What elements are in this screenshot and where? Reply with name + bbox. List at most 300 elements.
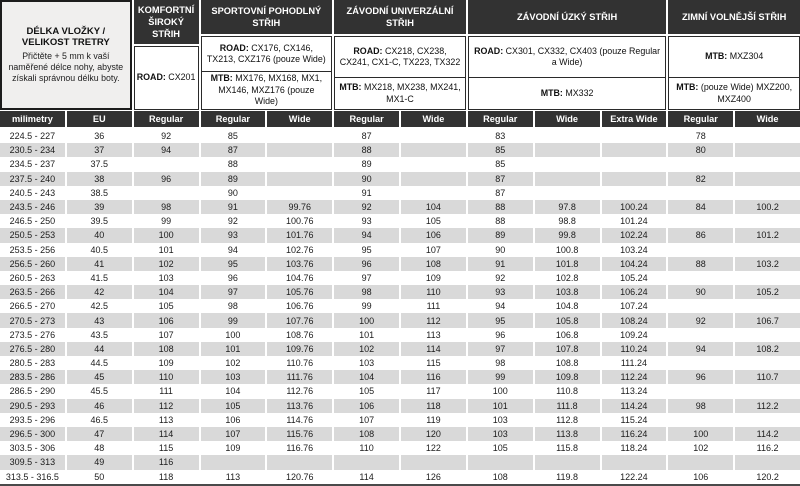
table-cell: 90 — [668, 285, 733, 299]
table-cell: 126 — [401, 470, 466, 484]
table-cell: 85 — [468, 157, 533, 171]
table-cell: 266.5 - 270 — [0, 299, 65, 313]
table-cell — [602, 172, 667, 186]
table-cell: 106 — [201, 413, 266, 427]
table-cell: 110.8 — [535, 384, 600, 398]
table-cell: 45 — [67, 370, 132, 384]
table-cell — [401, 129, 466, 143]
table-cell — [602, 143, 667, 157]
table-cell: 95 — [201, 257, 266, 271]
group-title: ZÁVODNÍ UNIVERZÁLNÍ STŘIH — [334, 0, 466, 34]
table-cell: 109.8 — [535, 370, 600, 384]
table-cell: 103 — [468, 413, 533, 427]
table-cell: 108.24 — [602, 313, 667, 327]
table-cell — [668, 384, 733, 398]
table-cell: 107 — [201, 427, 266, 441]
table-cell: 92 — [468, 271, 533, 285]
table-cell: 105 — [334, 384, 399, 398]
table-cell: 50 — [67, 470, 132, 484]
table-cell: 108 — [334, 427, 399, 441]
table-cell: 88 — [668, 257, 733, 271]
table-cell: 87 — [201, 143, 266, 157]
table-cell — [468, 455, 533, 469]
table-cell: 111.76 — [267, 370, 332, 384]
table-cell: 116.24 — [602, 427, 667, 441]
table-cell — [201, 455, 266, 469]
table-cell: 111.24 — [602, 356, 667, 370]
table-cell: 97.8 — [535, 200, 600, 214]
table-cell: 309.5 - 313 — [0, 455, 65, 469]
table-cell: 103.76 — [267, 257, 332, 271]
table-cell: 85 — [201, 129, 266, 143]
table-cell: 90 — [201, 186, 266, 200]
table-cell: 113.24 — [602, 384, 667, 398]
group-models — [201, 36, 333, 110]
column-header-cell: Wide — [267, 111, 332, 127]
table-cell: 99 — [134, 214, 199, 228]
table-cell — [735, 143, 800, 157]
table-cell: 44 — [67, 342, 132, 356]
model-list: MTB: MXZ304 — [705, 51, 764, 62]
table-cell — [334, 455, 399, 469]
table-cell: 109.24 — [602, 328, 667, 342]
table-cell: 110 — [401, 285, 466, 299]
table-cell: 103.24 — [602, 243, 667, 257]
table-cell — [401, 157, 466, 171]
group-block — [334, 0, 466, 110]
column-header-row — [0, 111, 800, 127]
table-cell: 89 — [468, 228, 533, 242]
table-cell: 87 — [334, 129, 399, 143]
table-cell — [535, 455, 600, 469]
table-cell: 92 — [334, 200, 399, 214]
table-cell: 98 — [334, 285, 399, 299]
table-cell: 106.76 — [267, 299, 332, 313]
table-cell — [735, 186, 800, 200]
table-cell: 43 — [67, 313, 132, 327]
table-cell — [735, 356, 800, 370]
table-cell: 94 — [668, 342, 733, 356]
table-cell — [668, 214, 733, 228]
table-cell: 93 — [201, 228, 266, 242]
table-cell: 234.5 - 237 — [0, 157, 65, 171]
table-cell: 243.5 - 246 — [0, 200, 65, 214]
table-row — [0, 285, 800, 299]
table-cell: 106.24 — [602, 285, 667, 299]
group-title: ZÁVODNÍ ÚZKÝ STŘIH — [468, 0, 667, 34]
table-cell: 103 — [468, 427, 533, 441]
table-cell: 110.24 — [602, 342, 667, 356]
table-cell: 98.8 — [535, 214, 600, 228]
table-cell: 80 — [668, 143, 733, 157]
table-cell: 313.5 - 316.5 — [0, 470, 65, 484]
chart-header — [0, 0, 800, 110]
table-cell: 104 — [401, 200, 466, 214]
table-cell: 107 — [134, 328, 199, 342]
table-cell: 104 — [334, 370, 399, 384]
table-cell — [134, 186, 199, 200]
table-row — [0, 299, 800, 313]
table-cell: 103.8 — [535, 285, 600, 299]
group-block — [668, 0, 800, 110]
model-category-label: ROAD: — [219, 42, 252, 53]
table-cell: 116 — [134, 455, 199, 469]
column-header-cell: EU — [67, 111, 132, 127]
table-cell: 109 — [134, 356, 199, 370]
table-cell: 114 — [401, 342, 466, 356]
table-cell: 280.5 - 283 — [0, 356, 65, 370]
table-cell: 105.76 — [267, 285, 332, 299]
table-cell: 102 — [134, 257, 199, 271]
model-list: MTB: MX218, MX238, MX241, MX1-C — [335, 77, 465, 109]
table-cell: 110 — [134, 370, 199, 384]
table-row — [0, 214, 800, 228]
table-cell: 97 — [201, 285, 266, 299]
table-cell — [602, 186, 667, 200]
model-category-label: MTB: — [540, 87, 566, 98]
table-cell: 38.5 — [67, 186, 132, 200]
table-cell: 113 — [201, 470, 266, 484]
table-row — [0, 271, 800, 285]
table-cell: 112.24 — [602, 370, 667, 384]
table-cell: 42 — [67, 285, 132, 299]
table-cell: 89 — [334, 157, 399, 171]
table-cell: 107 — [401, 243, 466, 257]
table-cell: 101.8 — [535, 257, 600, 271]
table-cell — [735, 172, 800, 186]
table-cell — [735, 328, 800, 342]
table-cell — [267, 172, 332, 186]
table-cell — [668, 413, 733, 427]
table-cell: 114.24 — [602, 399, 667, 413]
table-row — [0, 356, 800, 370]
table-cell — [535, 172, 600, 186]
table-cell — [535, 157, 600, 171]
table-cell: 115 — [401, 356, 466, 370]
table-cell: 87 — [468, 186, 533, 200]
table-cell: 94 — [134, 143, 199, 157]
table-cell: 122 — [401, 441, 466, 455]
model-category-label: ROAD: — [474, 45, 506, 56]
table-cell: 113.76 — [267, 399, 332, 413]
table-cell — [668, 186, 733, 200]
table-cell: 88 — [468, 214, 533, 228]
table-cell: 95 — [468, 313, 533, 327]
table-cell — [735, 243, 800, 257]
table-cell — [401, 186, 466, 200]
table-cell: 112.2 — [735, 399, 800, 413]
model-list: ROAD: CX301, CX332, CX403 (pouze Regular a Wide) — [474, 45, 661, 68]
table-cell: 120.76 — [267, 470, 332, 484]
table-cell — [668, 356, 733, 370]
table-cell: 102.76 — [267, 243, 332, 257]
column-header-cell: Regular — [134, 111, 199, 127]
table-cell: 103 — [334, 356, 399, 370]
table-cell: 116.2 — [735, 441, 800, 455]
table-cell: 101 — [201, 342, 266, 356]
chart-subtitle: Přičtěte + 5 mm k vaší naměřené délce nohy, abyste získali správnou délku boty. — [8, 51, 124, 83]
table-row — [0, 172, 800, 186]
table-cell: 107.8 — [535, 342, 600, 356]
table-row — [0, 455, 800, 469]
table-cell — [602, 129, 667, 143]
table-cell: 108 — [468, 470, 533, 484]
table-cell: 97 — [334, 271, 399, 285]
info-box — [0, 0, 132, 110]
model-category-label: ROAD: — [353, 45, 385, 56]
group-models — [334, 36, 466, 110]
table-cell: 97 — [468, 342, 533, 356]
table-cell: 293.5 - 296 — [0, 413, 65, 427]
table-cell: 98 — [668, 399, 733, 413]
table-cell: 122.24 — [602, 470, 667, 484]
group-title: KOMFORTNÍ ŠIROKÝ STŘIH — [134, 0, 199, 44]
table-cell: 276.5 - 280 — [0, 342, 65, 356]
table-cell: 101 — [134, 243, 199, 257]
table-cell: 115.76 — [267, 427, 332, 441]
table-cell: 101 — [334, 328, 399, 342]
table-cell: 110 — [334, 441, 399, 455]
table-cell: 114.76 — [267, 413, 332, 427]
table-cell: 100 — [334, 313, 399, 327]
table-cell: 114 — [334, 470, 399, 484]
table-cell: 263.5 - 266 — [0, 285, 65, 299]
table-cell — [267, 129, 332, 143]
column-header-cell: Regular — [468, 111, 533, 127]
table-cell: 102 — [201, 356, 266, 370]
table-cell: 100 — [668, 427, 733, 441]
table-cell: 96 — [334, 257, 399, 271]
table-cell: 106 — [668, 470, 733, 484]
table-cell: 112.76 — [267, 384, 332, 398]
table-cell: 250.5 - 253 — [0, 228, 65, 242]
table-cell: 108.2 — [735, 342, 800, 356]
table-cell: 108 — [401, 257, 466, 271]
table-cell — [535, 129, 600, 143]
table-row — [0, 328, 800, 342]
group-block — [201, 0, 333, 110]
table-cell: 105.8 — [535, 313, 600, 327]
table-cell: 99 — [468, 370, 533, 384]
table-row — [0, 143, 800, 157]
table-cell: 92 — [134, 129, 199, 143]
table-cell: 96 — [134, 172, 199, 186]
table-cell: 118 — [134, 470, 199, 484]
table-cell: 108.76 — [267, 328, 332, 342]
table-cell: 83 — [468, 129, 533, 143]
column-header-cell: Wide — [535, 111, 600, 127]
table-cell: 91 — [468, 257, 533, 271]
table-cell — [602, 157, 667, 171]
table-cell — [602, 455, 667, 469]
table-cell — [668, 328, 733, 342]
table-row — [0, 313, 800, 327]
table-cell: 90 — [468, 243, 533, 257]
model-list: ROAD: CX201 — [136, 72, 196, 83]
table-cell: 105.2 — [735, 285, 800, 299]
table-cell: 106 — [334, 399, 399, 413]
table-cell: 104 — [201, 384, 266, 398]
model-category-label: MTB: — [210, 73, 236, 84]
table-cell — [735, 271, 800, 285]
table-cell: 113.8 — [535, 427, 600, 441]
table-cell — [735, 384, 800, 398]
table-cell — [668, 299, 733, 313]
table-cell: 96 — [468, 328, 533, 342]
table-cell: 240.5 - 243 — [0, 186, 65, 200]
table-cell: 107.76 — [267, 313, 332, 327]
table-cell: 39 — [67, 200, 132, 214]
table-cell: 38 — [67, 172, 132, 186]
table-cell: 45.5 — [67, 384, 132, 398]
table-cell: 117 — [401, 384, 466, 398]
table-cell: 43.5 — [67, 328, 132, 342]
table-cell: 106.7 — [735, 313, 800, 327]
table-cell: 119.8 — [535, 470, 600, 484]
table-cell: 101.24 — [602, 214, 667, 228]
table-cell: 118.24 — [602, 441, 667, 455]
table-cell: 112 — [401, 313, 466, 327]
table-cell: 100 — [134, 228, 199, 242]
table-cell: 103.2 — [735, 257, 800, 271]
table-cell — [668, 271, 733, 285]
group-models — [668, 36, 800, 110]
group-models — [134, 46, 199, 110]
table-cell: 120.2 — [735, 470, 800, 484]
table-cell: 111 — [401, 299, 466, 313]
table-cell: 99 — [334, 299, 399, 313]
table-cell: 96 — [201, 271, 266, 285]
table-cell: 253.5 - 256 — [0, 243, 65, 257]
table-row — [0, 157, 800, 171]
table-row — [0, 413, 800, 427]
table-cell: 102.24 — [602, 228, 667, 242]
table-cell: 96 — [668, 370, 733, 384]
table-cell: 109 — [401, 271, 466, 285]
table-cell: 101.2 — [735, 228, 800, 242]
chart-title: DÉLKA VLOŽKY / VELIKOST TRETRY — [21, 26, 110, 49]
table-cell: 98 — [468, 356, 533, 370]
table-cell: 46 — [67, 399, 132, 413]
table-row — [0, 399, 800, 413]
table-cell: 105 — [401, 214, 466, 228]
table-cell: 256.5 - 260 — [0, 257, 65, 271]
table-cell — [134, 157, 199, 171]
table-cell: 230.5 - 234 — [0, 143, 65, 157]
group-models — [468, 36, 667, 110]
table-cell: 95 — [334, 243, 399, 257]
table-cell: 89 — [201, 172, 266, 186]
table-cell: 100 — [201, 328, 266, 342]
table-row — [0, 186, 800, 200]
table-cell: 114 — [134, 427, 199, 441]
table-cell: 44.5 — [67, 356, 132, 370]
table-cell: 118 — [401, 399, 466, 413]
model-category-label: ROAD: — [136, 72, 169, 83]
table-row — [0, 129, 800, 143]
table-cell — [267, 157, 332, 171]
table-cell: 115 — [134, 441, 199, 455]
table-row — [0, 228, 800, 242]
table-cell: 105 — [134, 299, 199, 313]
table-row — [0, 200, 800, 214]
table-cell: 42.5 — [67, 299, 132, 313]
table-cell: 115.24 — [602, 413, 667, 427]
table-cell: 93 — [468, 285, 533, 299]
table-cell — [735, 413, 800, 427]
table-row — [0, 342, 800, 356]
model-category-label: MTB: — [676, 82, 701, 93]
table-cell — [735, 157, 800, 171]
table-cell: 110.76 — [267, 356, 332, 370]
table-cell: 99.8 — [535, 228, 600, 242]
table-cell: 100 — [468, 384, 533, 398]
table-cell: 87 — [468, 172, 533, 186]
table-row — [0, 257, 800, 271]
table-cell: 102.8 — [535, 271, 600, 285]
table-cell: 111.8 — [535, 399, 600, 413]
table-cell: 115.8 — [535, 441, 600, 455]
table-cell: 112 — [134, 399, 199, 413]
table-cell: 113 — [134, 413, 199, 427]
group-block — [468, 0, 667, 110]
table-cell — [401, 172, 466, 186]
table-cell: 100.8 — [535, 243, 600, 257]
table-cell: 106 — [401, 228, 466, 242]
table-cell: 102 — [334, 342, 399, 356]
model-category-label: MTB: — [705, 51, 730, 62]
table-cell — [668, 243, 733, 257]
table-cell: 92 — [668, 313, 733, 327]
table-cell — [668, 157, 733, 171]
model-list: MTB: MX332 — [469, 77, 666, 109]
table-cell: 109 — [201, 441, 266, 455]
table-cell: 86 — [668, 228, 733, 242]
table-cell: 104.8 — [535, 299, 600, 313]
model-list: ROAD: CX218, CX238, CX241, CX1-C, TX223, TX322 — [339, 45, 461, 68]
table-cell: 37 — [67, 143, 132, 157]
table-cell: 47 — [67, 427, 132, 441]
group-title: SPORTOVNÍ POHODLNÝ STŘIH — [201, 0, 333, 34]
table-cell: 246.5 - 250 — [0, 214, 65, 228]
table-cell: 94 — [201, 243, 266, 257]
table-cell: 110.7 — [735, 370, 800, 384]
table-cell: 99.76 — [267, 200, 332, 214]
model-list: MTB: MX176, MX168, MX1, MX146, MXZ176 (pouze Wide) — [202, 71, 332, 109]
model-list: ROAD: CX176, CX146, TX213, CXZ176 (pouze Wide) — [206, 42, 326, 65]
table-cell: 40.5 — [67, 243, 132, 257]
table-cell: 105 — [201, 399, 266, 413]
column-header-cell: Wide — [735, 111, 800, 127]
table-cell: 104 — [134, 285, 199, 299]
column-header-cell: milimetry — [0, 111, 65, 127]
table-row — [0, 441, 800, 455]
table-cell: 49 — [67, 455, 132, 469]
group-title: ZIMNÍ VOLNĚJŠÍ STŘIH — [668, 0, 800, 34]
table-cell: 107 — [334, 413, 399, 427]
table-cell: 286.5 - 290 — [0, 384, 65, 398]
table-cell: 78 — [668, 129, 733, 143]
table-cell: 104.76 — [267, 271, 332, 285]
table-cell: 260.5 - 263 — [0, 271, 65, 285]
table-cell: 41 — [67, 257, 132, 271]
table-row — [0, 243, 800, 257]
table-cell — [401, 143, 466, 157]
table-cell: 105 — [468, 441, 533, 455]
table-cell: 100.76 — [267, 214, 332, 228]
table-cell — [735, 299, 800, 313]
table-cell: 290.5 - 293 — [0, 399, 65, 413]
